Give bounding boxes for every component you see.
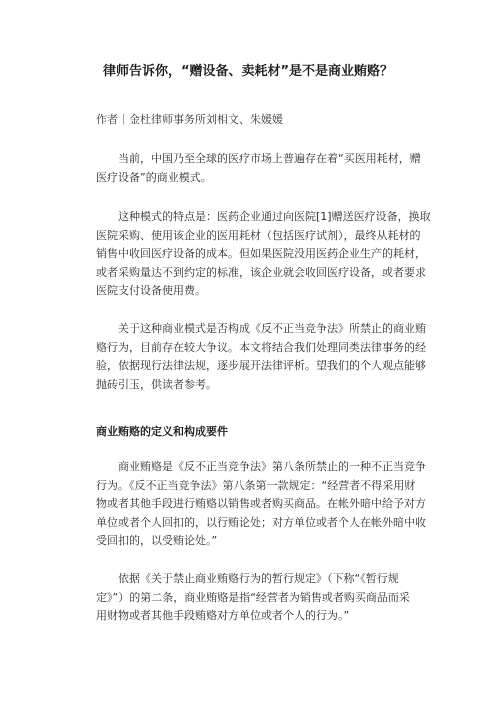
paragraph-line: 受回扣的，以受贿论处。” [96, 534, 218, 547]
article-title: 律师告诉你，“赠设备、卖耗材”是不是商业贿赂？ [102, 64, 394, 79]
paragraph-line: 行为。《反不正当竞争法》第八条第一款规定：“经营者不得采用财 [96, 478, 416, 492]
paragraph-line: 关于这种商业模式是否构成《反不正当竞争法》所禁止的商业贿 [96, 322, 426, 335]
paragraph-line: 销售中收回医疗设备的成本。但如果医院没用医药企业生产的耗材， [96, 247, 426, 260]
paragraph-line: 定》”）的第二条，商业贿赂是指“经营者为销售或者购买商品而采 [96, 590, 410, 604]
section-heading: 商业贿赂的定义和构成要件 [96, 425, 228, 438]
article-author: 作者｜金杜律师事务所刘相文、朱媛媛 [96, 113, 283, 126]
paragraph-line: 医疗设备”的商业模式。 [96, 170, 212, 184]
paragraph-line: 单位或者个人回扣的，以行贿论处；对方单位或者个人在帐外暗中收 [96, 515, 426, 529]
paragraph-line: 医院采购、使用该企业的医用耗材（包括医疗试剂），最终从耗材的 [96, 228, 421, 242]
paragraph-line: 商业贿赂是《反不正当竞争法》第八条所禁止的一种不正当竞争 [96, 460, 426, 473]
paragraph-line: 依据《关于禁止商业贿赂行为的暂行规定》（下称“《暂行规 [96, 572, 399, 585]
paragraph-model-features [96, 208, 431, 301]
paragraph-line: 医院支付设备使用费。 [96, 284, 206, 297]
paragraph-line: 验，依据现行法律法规，逐步展开法律评析。望我们的个人观点能够 [96, 359, 426, 372]
paragraph-line: 用财物或者其他手段贿赂对方单位或者个人的行为。” [96, 609, 350, 622]
paragraph-line: 抛砖引玉，供读者参考。 [96, 377, 217, 391]
paragraph-bribery-definition [96, 458, 426, 551]
paragraph-interim-provisions [96, 570, 410, 626]
paragraph-line: 赂行为，目前存在较大争议。本文将结合我们处理同类法律事务的经 [96, 340, 426, 354]
paragraph-dispute [96, 320, 426, 394]
paragraph-line: 这种模式的特点是：医药企业通过向医院[1]赠送医疗设备，换取 [96, 210, 431, 223]
paragraph-line: 当前，中国乃至全球的医疗市场上普遍存在着“买医用耗材，赠 [96, 152, 421, 165]
paragraph-line: 物或者其他手段进行贿赂以销售或者购买商品。在帐外暗中给予对方 [96, 497, 426, 510]
paragraph-line: 或者采购量达不到约定的标准，该企业就会收回医疗设备，或者要求 [96, 265, 426, 279]
paragraph-intro [96, 150, 421, 187]
